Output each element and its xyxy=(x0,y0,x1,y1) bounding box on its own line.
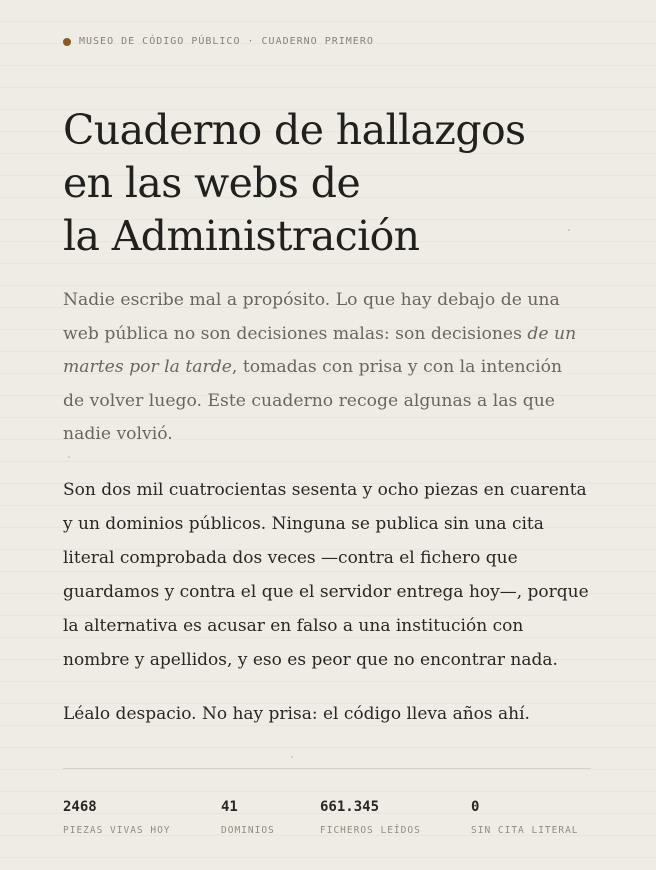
stat-domains xyxy=(221,799,275,836)
intro-emphasis: de un xyxy=(527,323,577,344)
divider xyxy=(63,768,591,769)
body-line: nombre y apellidos, y eso es peor que no encontrar nada. xyxy=(63,650,558,670)
stat-label: FICHEROS LEÍDOS xyxy=(320,825,421,836)
body-line: guardamos y contra el que el servidor entrega hoy—, porque xyxy=(63,582,589,602)
stat-label: DOMINIOS xyxy=(221,825,275,836)
intro-text: , tomadas con prisa y con la intención xyxy=(231,357,563,377)
paper-speck xyxy=(291,756,293,758)
closing-paragraph: Léalo despacio. No hay prisa: el código lleva años ahí. xyxy=(63,704,530,724)
bullet-dot-icon xyxy=(63,38,71,46)
kicker-text: MUSEO DE CÓDIGO PÚBLICO · CUADERNO PRIMERO xyxy=(79,36,374,47)
body-paragraph xyxy=(63,473,603,677)
title-line: la Administración xyxy=(63,212,420,260)
stat-label: SIN CITA LITERAL xyxy=(471,825,579,836)
intro-line xyxy=(63,318,603,352)
body-line: la alternativa es acusar en falso a una institución con xyxy=(63,616,524,636)
page-title xyxy=(63,104,623,263)
stat-pieces xyxy=(63,799,171,836)
paper-speck xyxy=(568,229,570,231)
stat-value: 41 xyxy=(221,799,238,815)
stat-value: 0 xyxy=(471,799,480,815)
stat-files xyxy=(320,799,421,836)
body-line: Son dos mil cuatrocientas sesenta y ocho piezas en cuarenta xyxy=(63,480,587,500)
title-line: Cuaderno de hallazgos xyxy=(63,106,526,154)
paper-speck xyxy=(68,456,70,458)
kicker xyxy=(63,36,374,47)
stat-value: 2468 xyxy=(63,799,97,815)
intro-line: nadie volvió. xyxy=(63,424,173,444)
intro-emphasis: martes por la tarde xyxy=(63,357,232,377)
body-line: literal comprobada dos veces —contra el fichero que xyxy=(63,548,518,568)
body-line: y un dominios públicos. Ninguna se publica sin una cita xyxy=(63,514,544,534)
intro-text: web pública no son decisiones malas: son decisiones xyxy=(63,323,528,344)
intro-paragraph xyxy=(63,284,603,452)
intro-line xyxy=(63,351,603,385)
intro-line: de volver luego. Este cuaderno recoge algunas a las que xyxy=(63,390,555,411)
stat-label: PIEZAS VIVAS HOY xyxy=(63,825,171,836)
stat-uncited xyxy=(471,799,579,836)
intro-line: Nadie escribe mal a propósito. Lo que hay debajo de una xyxy=(63,290,560,310)
stat-value: 661.345 xyxy=(320,799,380,815)
title-line: en las webs de xyxy=(63,159,361,207)
